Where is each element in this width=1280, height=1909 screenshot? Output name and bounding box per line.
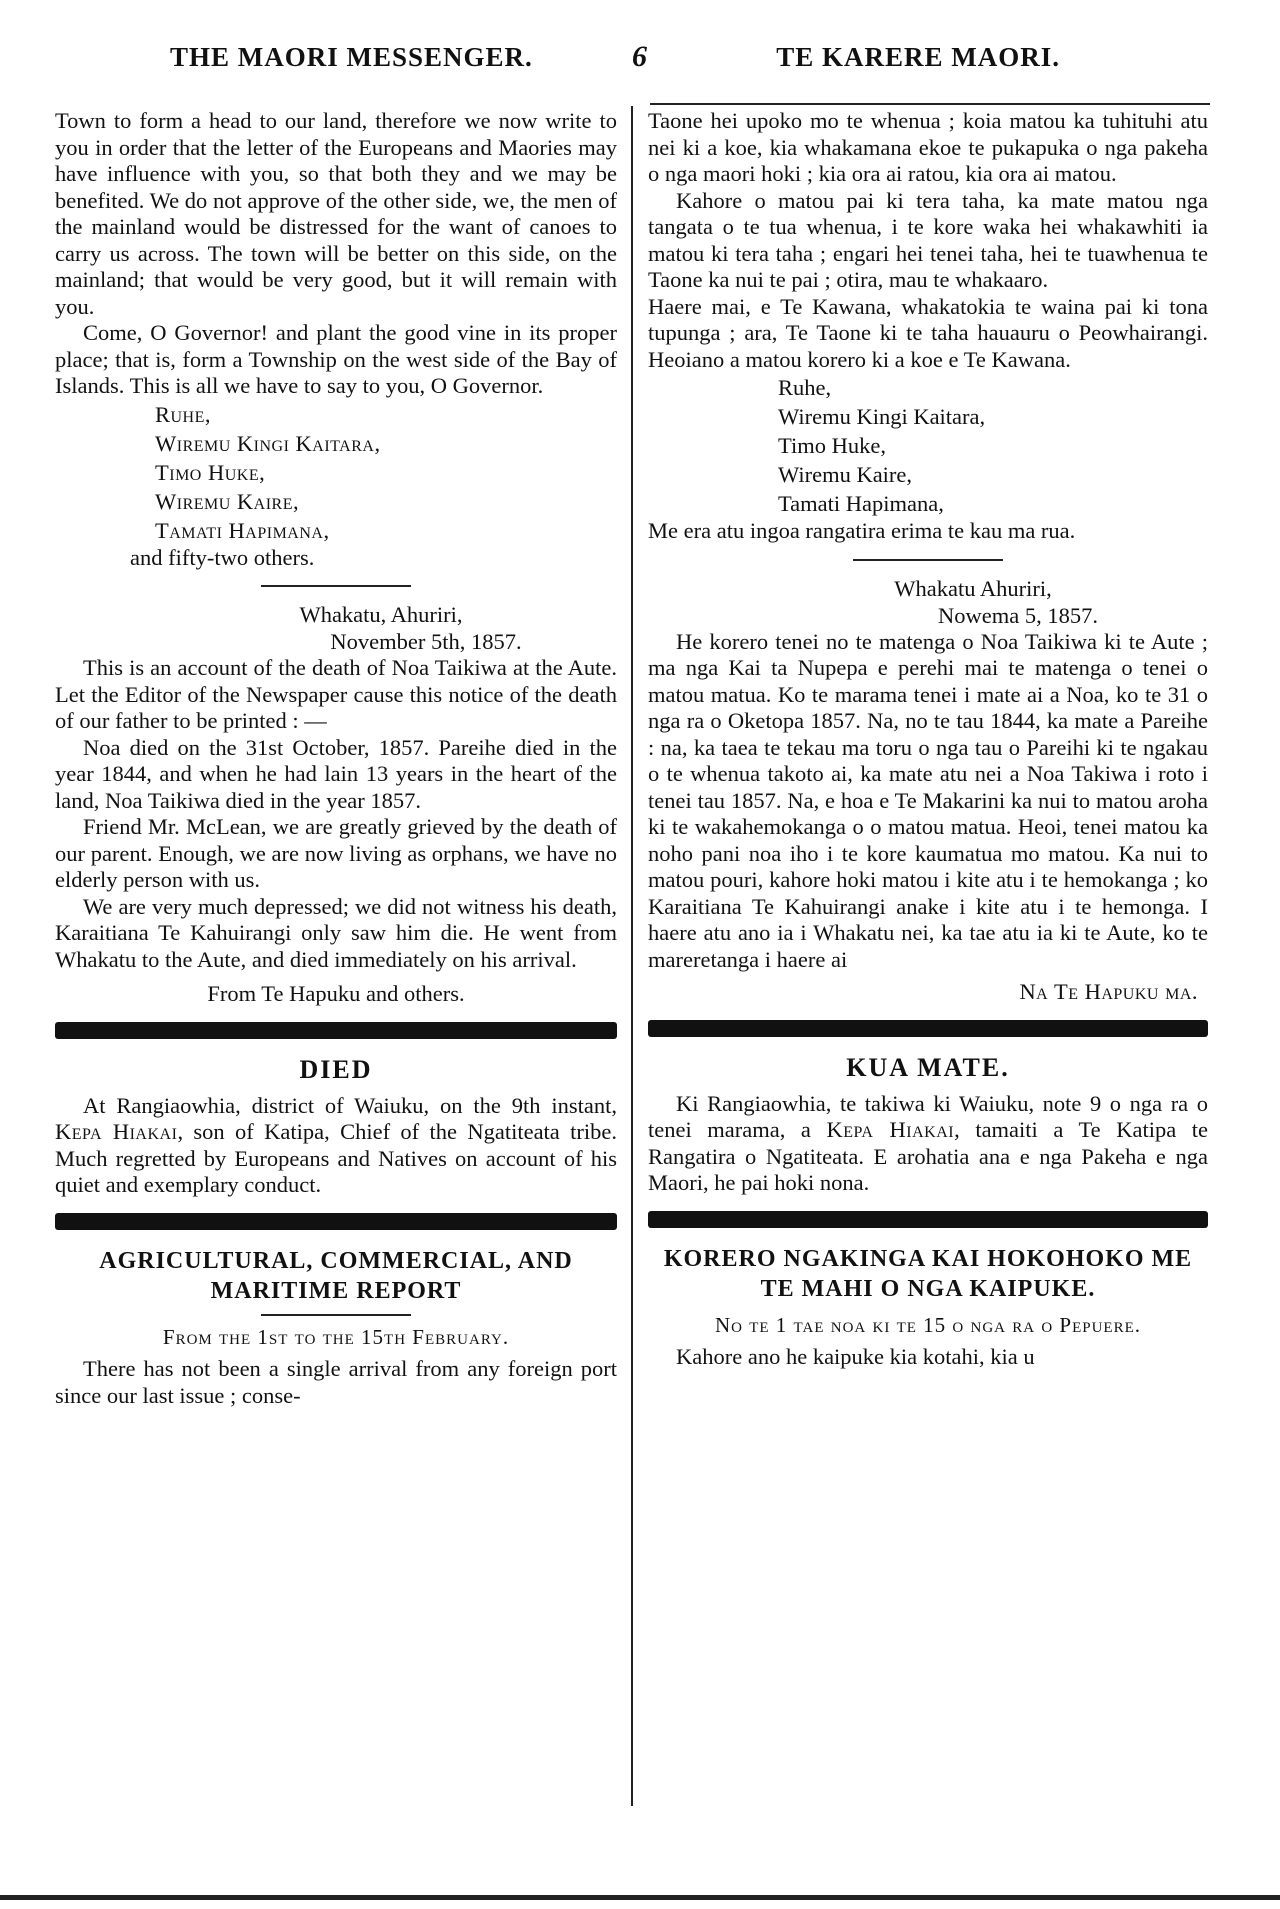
death-from: Na Te Hapuku ma.	[1019, 979, 1198, 1004]
signer-name: Wiremu Kingi Kaitara,	[778, 404, 986, 429]
separator-rule	[261, 1314, 411, 1316]
letter-paragraph: Taone hei upoko mo te whenua ; koia matou ka tuhituhi atu nei ki a koe, kia whakamana ekoe te pukapuka o nga pakeha o nga maori hoki ; kia ora ai ratou, kia ora ai matou.	[648, 108, 1208, 186]
signer-name: Timo Huke,	[778, 433, 886, 458]
header-left-title: THE MAORI MESSENGER.	[170, 42, 533, 72]
signers-list	[155, 400, 617, 545]
thick-rule	[55, 1213, 617, 1230]
dateline-place: Whakatu Ahuriri,	[894, 575, 1052, 601]
report-title: KORERO NGAKINGA KAI HOKOHOKO ME TE MAHI O NGA KAIPUKE.	[663, 1245, 1193, 1302]
report-subheading: No te 1 tae noa ki te 15 o nga ra o Pepuere.	[714, 1312, 1142, 1337]
signers-list	[778, 373, 1208, 518]
signer-name: Wiremu Kaire,	[778, 462, 913, 487]
died-text: Ki Rangiaowhia, te takiwa ki Waiuku, note 9 o nga ra o tenei marama, a	[648, 1090, 1208, 1142]
column-divider	[631, 106, 633, 1806]
signer-name: Ruhe,	[778, 375, 832, 400]
page-bottom-edge	[0, 1895, 1280, 1900]
died-title: KUA MATE.	[846, 1052, 1010, 1082]
thick-rule	[55, 1022, 617, 1039]
header-rule	[650, 103, 1210, 105]
death-paragraph: We are very much depressed; we did not witness his death, Karaitiana Te Kahuirangi only saw him die. He went from Whakatu to the Aute, and died immediately on his arrival.	[55, 893, 617, 972]
signers-more: Me era atu ingoa rangatira erima te kau ma rua.	[648, 518, 1076, 543]
signer-name: Wiremu Kingi Kaitara,	[155, 430, 381, 456]
letter-paragraph: Town to form a head to our land, therefore we now write to you in order that the letter of the Europeans and Maories may have influence with you, so that both they and we may be benefited. We do not approve of the other side, we, the men of the mainland would be distressed for the want of canoes to carry us across. The town will be better on this side, on the mainland; that would be very good, but it will remain with you.	[55, 108, 617, 319]
report-text: There has not been a single arrival from any foreign port since our last issue ; conse-	[55, 1356, 617, 1408]
died-title: DIED	[299, 1054, 373, 1084]
signer-name: Ruhe,	[155, 401, 212, 427]
signers-more: and fifty-two others.	[130, 544, 315, 570]
report-text: Kahore ano he kaipuke kia kotahi, kia u	[676, 1344, 1035, 1369]
death-paragraph: This is an account of the death of Noa Taikiwa at the Aute. Let the Editor of the Newspaper cause this notice of the death of our father to be printed : —	[55, 655, 617, 733]
died-text: At Rangiaowhia, district of Waiuku, on the 9th instant,	[83, 1092, 617, 1118]
signer-name: Timo Huke,	[155, 459, 266, 485]
died-notice	[55, 1093, 617, 1199]
page-header	[150, 40, 1080, 80]
thick-rule	[648, 1020, 1208, 1037]
dateline-place: Whakatu, Ahuriri,	[299, 602, 463, 627]
letter-paragraph: Come, O Governor! and plant the good vine in its proper place; that is, form a Township on the west side of the Bay of Islands. This is all we have to say to you, O Governor.	[55, 320, 617, 398]
death-paragraph: Noa died on the 31st October, 1857. Pareihe died in the year 1844, and when he had lain 13 years in the heart of the land, Noa Taikiwa died in the year 1857.	[55, 734, 617, 813]
page-number: 6	[632, 40, 648, 73]
signer-name: Tamati Hapimana,	[778, 491, 944, 516]
signer-name: Tamati Hapimana,	[155, 517, 330, 543]
death-from: From Te Hapuku and others.	[207, 981, 465, 1006]
dateline-date: Nowema 5, 1857.	[938, 602, 1098, 628]
died-text: , son of Katipa, Chief of the Ngatiteata tribe. Much regretted by Europeans and Natives on account of his quiet and exemplary conduct.	[55, 1119, 618, 1197]
death-paragraph: He korero tenei no te matenga o Noa Taikiwa ki te Aute ; ma nga Kai ta Nupepa e perehi mai te matenga o tenei o matou matua. Ko te marama tenei i mate ai a Noa, ko te 31 o nga ra o Oketopa 1857. Na, no te tau 1844, ka mate a Pareihe : na, ka taea te tekau ma toru o nga tau o Pareihi ki te ngakau o te whenua takoto ai, ka mate atu nei a Noa Takiwa i roto i tenei tau 1857. Na, e hoa e Te Makarini ka nui to matou aroha ki te wakahemokanga o o matou matua. Heoi, tenei matou ka noho pani noa iho i te kore kaumatua mo matou. Ka nui to matou pouri, kahore hoki matou i kite atu i te hemokanga ; ko Karaitiana Te Kahuirangi anake i kite atu i te hemonga. I haere atu ano ia i Whakatu nei, ka tae atu ia ki te Aute, ko te mareretanga i haere ai	[648, 628, 1208, 972]
separator-rule	[261, 585, 411, 587]
death-paragraph: Friend Mr. McLean, we are greatly grieved by the death of our parent. Enough, we are now living as orphans, we have no elderly person with us.	[55, 814, 617, 892]
dateline-date: November 5th, 1857.	[330, 629, 522, 654]
thick-rule	[648, 1211, 1208, 1228]
english-column	[55, 108, 617, 1409]
letter-paragraph: Kahore o matou pai ki tera taha, ka mate matou nga tangata o te tua whenua, i te kore waka hei whakawhiti ia matou ki tera taha ; engari hei tenei taha, hei te tuawhenua te Taone ka nui te pai ; otira, mau te whakaaro.	[648, 187, 1208, 292]
separator-rule	[853, 559, 1003, 561]
maori-column	[648, 108, 1208, 1371]
report-title: AGRICULTURAL, COMMERCIAL, AND MARITIME REPORT	[99, 1247, 573, 1304]
died-name: Kepa Hiakai	[826, 1117, 955, 1142]
died-name: Kepa Hiakai	[55, 1119, 178, 1144]
letter-paragraph: Haere mai, e Te Kawana, whakatokia te waina pai ki tona tupunga ; ara, Te Taone ki te taha hauauru o Peowhairangi. Heoiano a matou korero ki a koe e Te Kawana.	[648, 293, 1208, 372]
signer-name: Wiremu Kaire,	[155, 488, 300, 514]
died-text: , tamaiti a Te Katipa te Rangatira o Ngatiteata. E arohatia ana e nga Pakeha e nga Maori, he pai hoki nona.	[648, 1117, 1208, 1195]
report-subheading: From the 1st to the 15th February.	[162, 1324, 510, 1349]
header-right-title: TE KARERE MAORI.	[776, 42, 1060, 72]
died-notice	[648, 1091, 1208, 1197]
